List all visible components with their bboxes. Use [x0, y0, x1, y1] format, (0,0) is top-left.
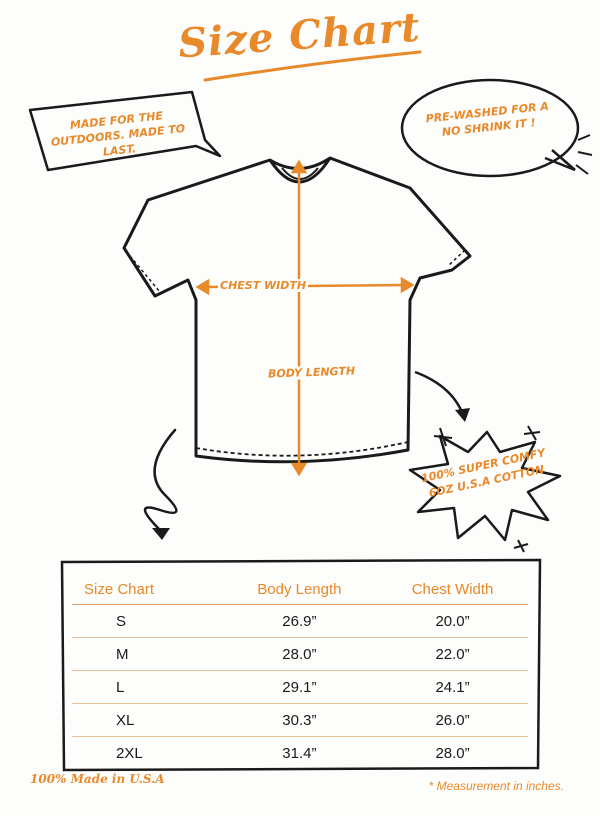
header-body-length: Body Length [222, 574, 377, 605]
chest-width-cell: 24.1” [377, 671, 528, 704]
chest-width-cell: 28.0” [435, 744, 470, 762]
chest-width-label: CHEST WIDTH [220, 279, 307, 292]
chest-width-cell: 26.0” [377, 704, 528, 737]
size-cell: S [72, 605, 222, 638]
title-underline [205, 52, 420, 80]
made-in-usa-footer: 100% Made in U.S.A [30, 772, 165, 786]
table-row [72, 671, 528, 704]
table-row [72, 704, 528, 737]
body-length-cell: 29.1” [222, 671, 377, 704]
size-cell: XL [72, 704, 222, 737]
table-row [72, 737, 528, 770]
size-cell: 2XL [116, 744, 143, 762]
bubble-right-text: PRE-WASHED FOR A NO SHRINK IT ! [425, 99, 550, 139]
tshirt-illustration [124, 158, 470, 462]
measurement-arrows [198, 162, 412, 474]
size-cell: L [72, 671, 222, 704]
starburst-text: 100% SUPER COMFY 6OZ U.S.A COTTON [420, 446, 547, 500]
chest-width-cell: 20.0” [377, 605, 528, 638]
chest-width-cell: 22.0” [377, 638, 528, 671]
header-size: Size Chart [72, 574, 222, 605]
table-row [72, 605, 528, 638]
table-header-row [72, 574, 528, 605]
body-length-cell: 31.4” [282, 744, 317, 762]
bubble-left-text: MADE FOR THE OUTDOORS. MADE TO LAST. [50, 109, 186, 159]
page-title: Size Chart [176, 3, 422, 68]
body-length-label: BODY LENGTH [267, 364, 356, 381]
size-table [72, 574, 528, 769]
squiggle-arrow [145, 430, 176, 530]
body-length-cell: 28.0” [222, 638, 377, 671]
body-length-cell: 30.3” [222, 704, 377, 737]
size-cell: M [72, 638, 222, 671]
measurement-note: * Measurement in inches. [428, 779, 564, 793]
body-length-cell: 26.9” [222, 605, 377, 638]
table-row [72, 638, 528, 671]
header-chest-width: Chest Width [377, 574, 528, 605]
